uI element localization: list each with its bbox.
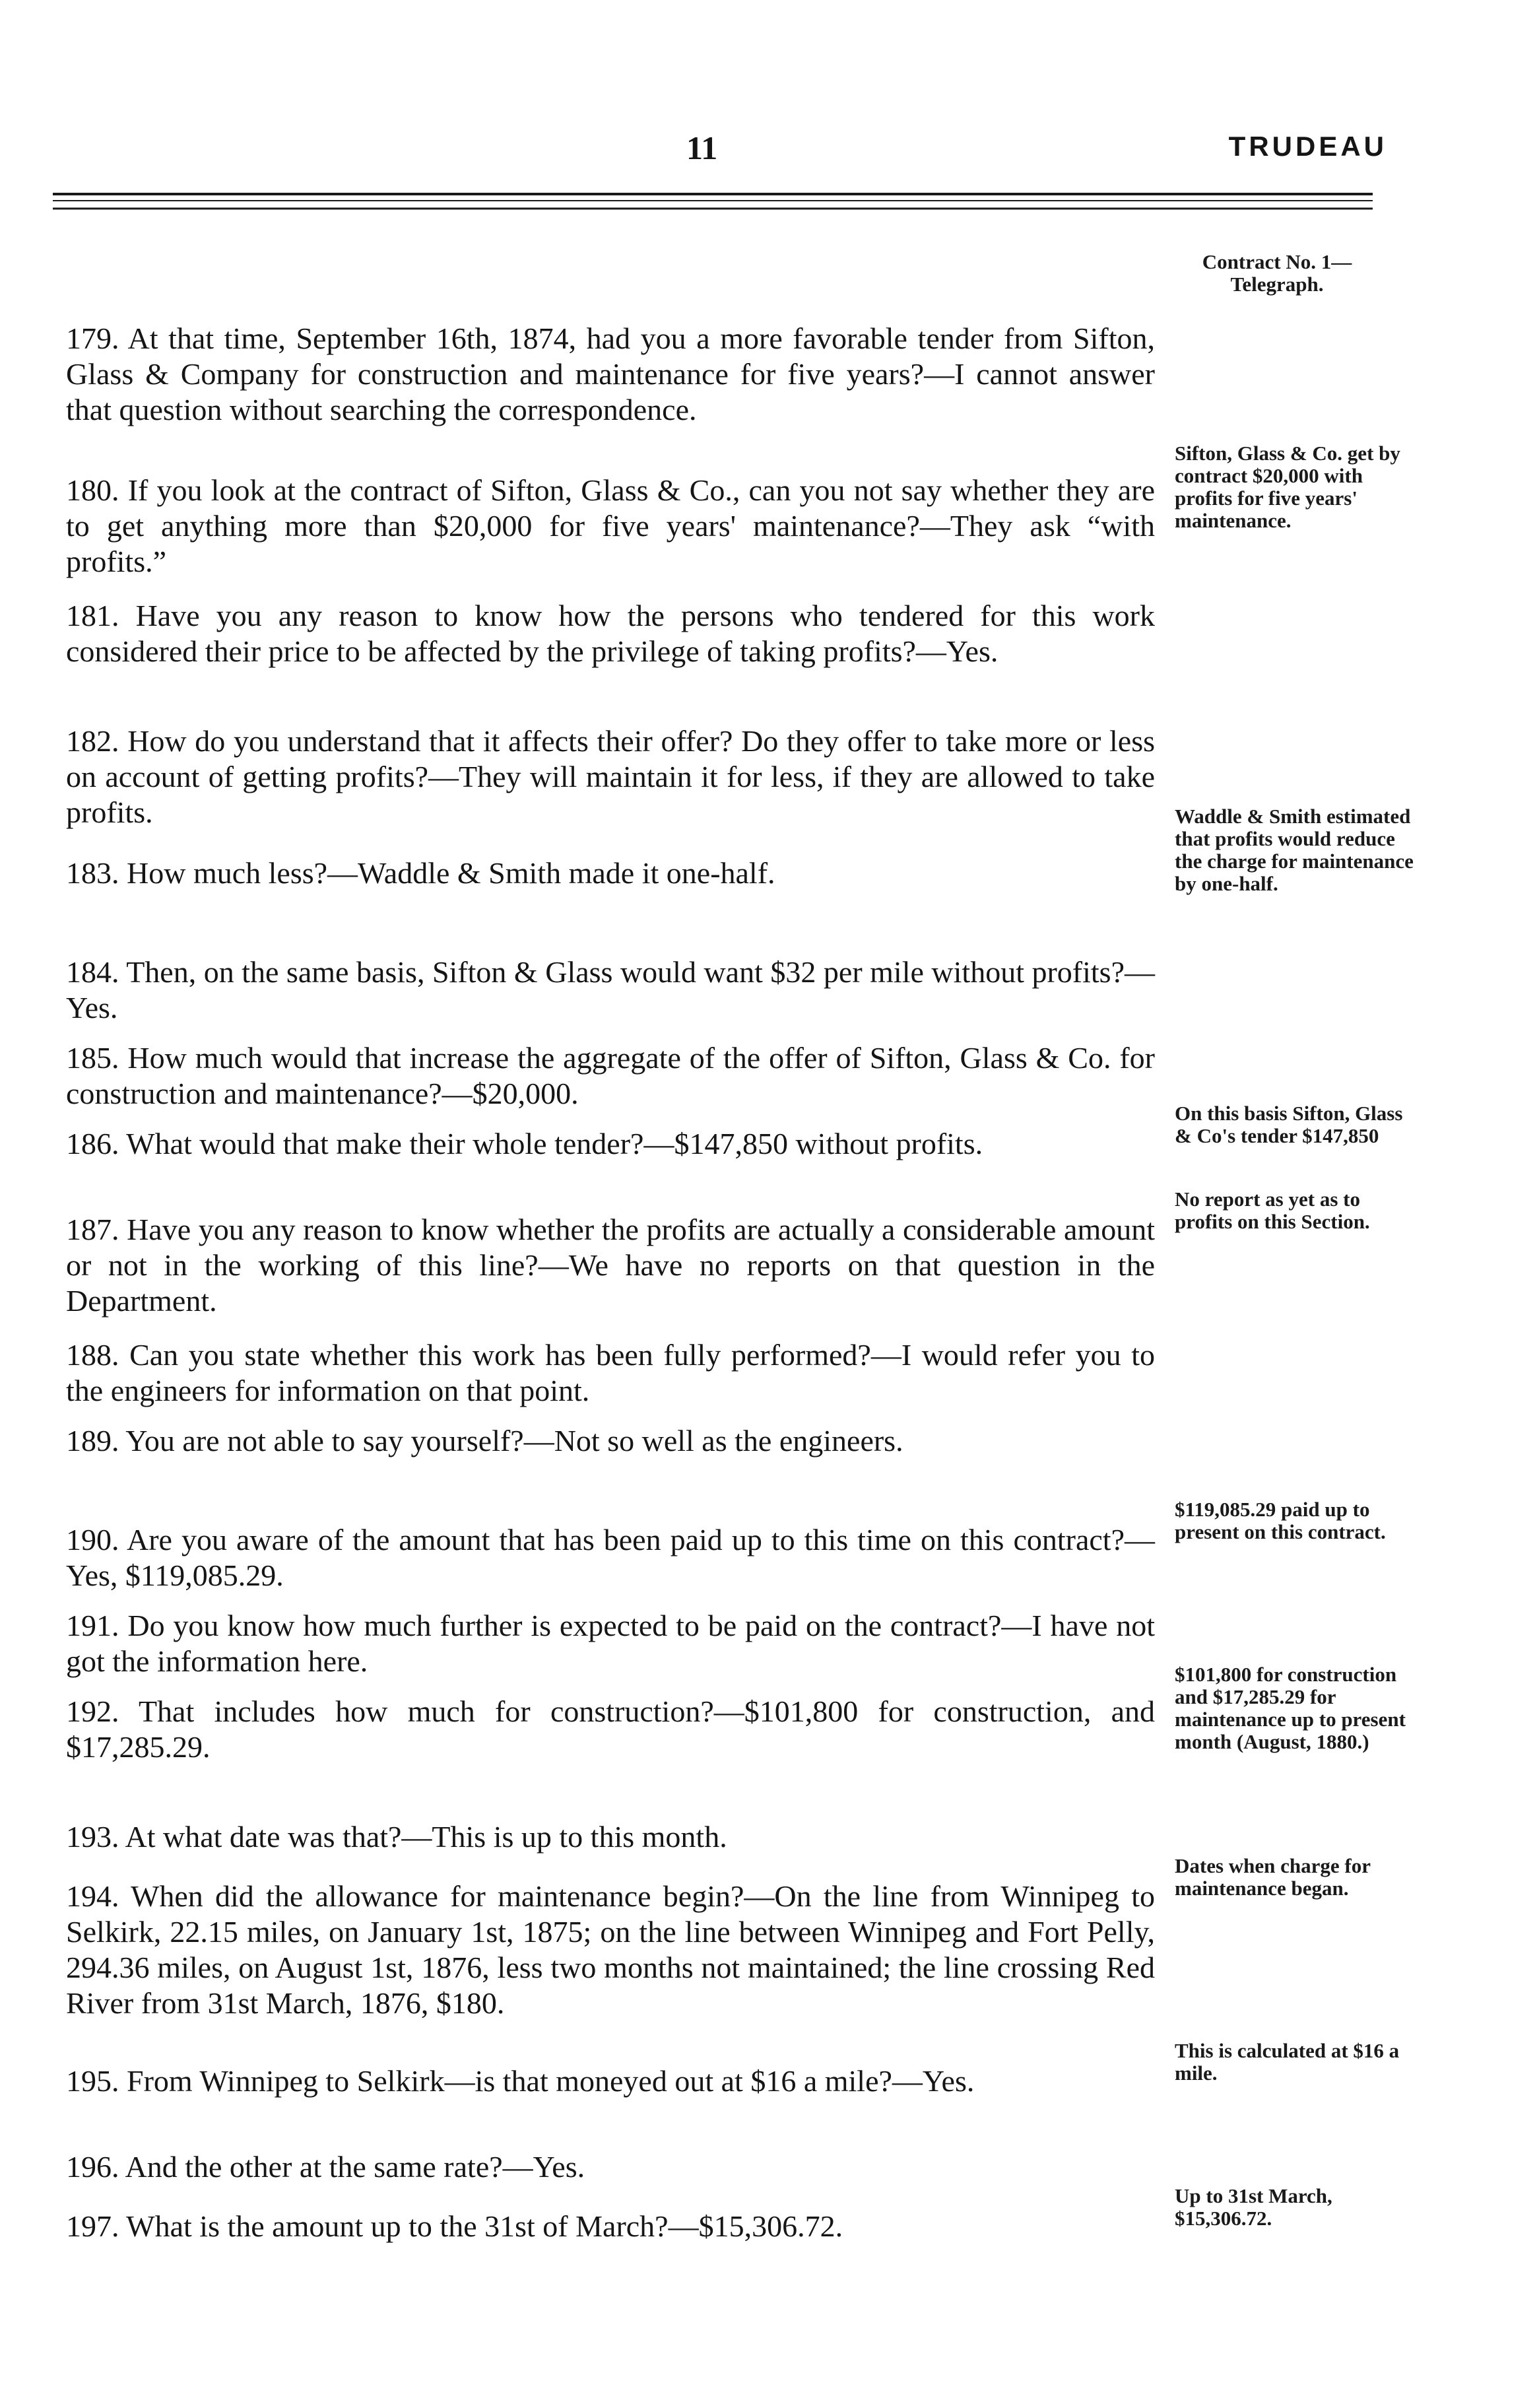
- question-text: What would that make their whole tender?—$147,850 without profits.: [126, 1127, 983, 1160]
- margin-note-no-report: No report as yet as to profits on this Section.: [1175, 1187, 1370, 1233]
- question-text: Have you any reason to know how the persons who tendered for this work considered their price to be affected by the privilege of taking profits?—Yes.: [66, 599, 1156, 668]
- question-182: [66, 723, 1155, 830]
- question-186: [66, 1126, 1155, 1162]
- question-184: [66, 954, 1155, 1026]
- question-192: [66, 1694, 1155, 1765]
- margin-note-construction: $101,800 for construction and $17,285.29 for maintenance up to present month (August, 1880.): [1175, 1663, 1406, 1753]
- question-number: 197.: [66, 2209, 119, 2243]
- question-185: [66, 1040, 1155, 1112]
- margin-note-up-to: Up to 31st March, $15,306.72.: [1175, 2184, 1332, 2230]
- question-number: 179.: [66, 321, 119, 355]
- margin-note-calculated: This is calculated at $16 a mile.: [1175, 2039, 1400, 2085]
- question-number: 188.: [66, 1338, 119, 1372]
- question-195: [66, 2063, 1155, 2099]
- question-text: You are not able to say yourself?—Not so well as the engineers.: [125, 1424, 903, 1457]
- question-text: How do you understand that it affects their offer? Do they offer to take more or less on account of getting profits?—They will maintain it for less, if they are allowed to take profits.: [66, 724, 1156, 829]
- margin-note-dates: Dates when charge for maintenance began.: [1175, 1854, 1371, 1900]
- question-number: 193.: [66, 1820, 119, 1854]
- question-189: [66, 1423, 1155, 1459]
- question-180: [66, 473, 1155, 580]
- question-number: 180.: [66, 473, 119, 507]
- question-number: 182.: [66, 724, 119, 758]
- question-text: If you look at the contract of Sifton, Glass & Co., can you not say whether they are to get anything more than $20,000 for five years' maintenance?—They ask “with profits.”: [66, 473, 1156, 578]
- question-text: And the other at the same rate?—Yes.: [125, 2150, 585, 2184]
- question-text: That includes how much for construction?—$101,800 for construction, and $17,285.29.: [66, 1694, 1156, 1764]
- question-text: How much would that increase the aggregate of the offer of Sifton, Glass & Co. for construction and maintenance?—$20,000.: [66, 1041, 1156, 1110]
- question-number: 189.: [66, 1424, 119, 1457]
- question-187: [66, 1212, 1155, 1319]
- question-text: What is the amount up to the 31st of March?—$15,306.72.: [126, 2209, 843, 2243]
- question-text: Are you aware of the amount that has been paid up to this time on this contract?—Yes, $119,085.29.: [66, 1523, 1155, 1592]
- running-head: TRUDEAU: [1228, 131, 1387, 162]
- question-text: How much less?—Waddle & Smith made it one-half.: [127, 856, 775, 890]
- question-number: 190.: [66, 1523, 119, 1556]
- question-number: 192.: [66, 1694, 119, 1728]
- double-rule: [53, 182, 1373, 222]
- question-191: [66, 1608, 1155, 1679]
- question-179: [66, 321, 1155, 428]
- margin-note-contract: Contract No. 1—Telegraph.: [1202, 250, 1352, 296]
- question-number: 184.: [66, 955, 119, 989]
- question-text: Do you know how much further is expected to be paid on the contract?—I have not got the information here.: [66, 1609, 1156, 1678]
- question-194: [66, 1879, 1155, 2021]
- question-181: [66, 598, 1155, 669]
- question-text: Can you state whether this work has been fully performed?—I would refer you to the engineers for information on that point.: [66, 1338, 1156, 1407]
- question-number: 183.: [66, 856, 119, 890]
- header-rule-lines: [53, 182, 1373, 222]
- question-190: [66, 1522, 1155, 1593]
- question-number: 194.: [66, 1879, 119, 1913]
- question-183: [66, 855, 1155, 891]
- margin-note-basis: On this basis Sifton, Glass & Co's tender $147,850: [1175, 1102, 1403, 1147]
- question-number: 186.: [66, 1127, 119, 1160]
- margin-note-sifton-get: Sifton, Glass & Co. get by contract $20,000 with profits for five years' maintenance.: [1175, 442, 1400, 532]
- question-number: 185.: [66, 1041, 119, 1075]
- question-text: Have you any reason to know whether the profits are actually a considerable amount or not in the working of this line?—We have no reports on that question in the Department.: [66, 1213, 1156, 1318]
- question-number: 191.: [66, 1609, 119, 1642]
- question-number: 195.: [66, 2064, 119, 2098]
- question-text: Then, on the same basis, Sifton & Glass would want $32 per mile without profits?—Yes.: [66, 955, 1155, 1024]
- page-number: 11: [686, 129, 718, 166]
- question-text: When did the allowance for maintenance begin?—On the line from Winnipeg to Selkirk, 22.15 miles, on January 1st, 1875; on the line between Winnipeg and Fort Pelly, 294.36 miles, on August 1st, 1876, less two months not maintained; the line crossing Red River from 31st March, 1876, $180.: [66, 1879, 1156, 2020]
- question-193: [66, 1819, 1155, 1855]
- question-197: [66, 2209, 1155, 2244]
- question-number: 181.: [66, 599, 119, 632]
- question-text: From Winnipeg to Selkirk—is that moneyed out at $16 a mile?—Yes.: [127, 2064, 975, 2098]
- question-number: 196.: [66, 2150, 119, 2184]
- question-number: 187.: [66, 1213, 119, 1246]
- margin-note-paid-up: $119,085.29 paid up to present on this contract.: [1175, 1498, 1386, 1543]
- margin-note-waddle: Waddle & Smith estimated that profits would reduce the charge for maintenance by one-half.: [1175, 805, 1414, 895]
- question-text: At that time, September 16th, 1874, had you a more favorable tender from Sifton, Glass & Company for construction and maintenance for five years?—I cannot answer that question without searching the correspondence.: [66, 321, 1155, 426]
- question-text: At what date was that?—This is up to this month.: [125, 1820, 727, 1854]
- question-188: [66, 1337, 1155, 1409]
- question-196: [66, 2149, 1155, 2185]
